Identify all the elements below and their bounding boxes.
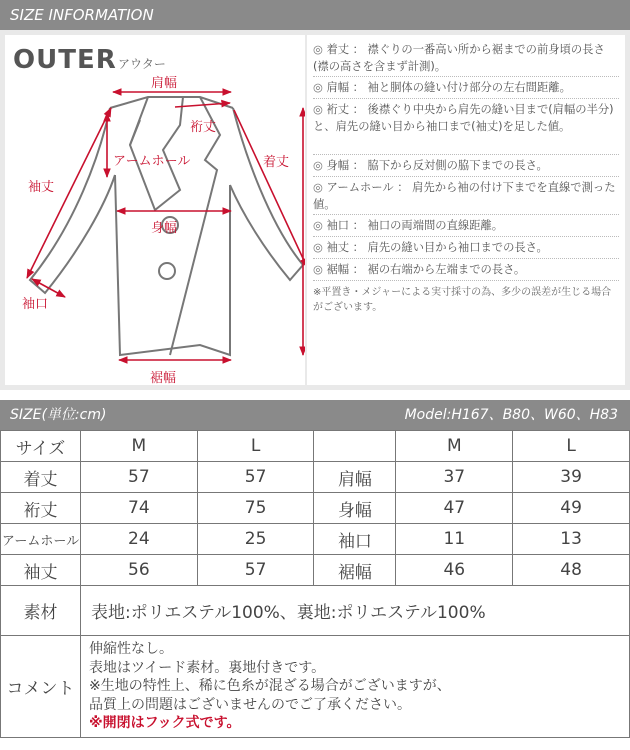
table-cell: 57 [197,555,314,586]
header-cell [314,431,396,462]
table-row [1,524,630,555]
table-cell: 57 [197,462,314,493]
table-cell: 13 [513,524,630,555]
cuff-line [32,279,65,297]
button-bottom [159,263,175,279]
note-hem: ◎ 裾幅 ： 裾の右端から左端までの長さ。 [313,261,619,281]
table-cell: 24 [81,524,198,555]
outer-subtitle: アウター [118,57,166,71]
table-cell: 11 [396,524,513,555]
row-label: 袖口 [314,524,396,555]
comment-row [1,636,630,738]
row-label: 身幅 [314,493,396,524]
table-row [1,555,630,586]
material-row [1,586,630,636]
label-yuki: 裄丈 [190,120,217,135]
outer-title: OUTER [13,45,117,75]
row-label: 袖丈 [1,555,81,586]
comment-line: 表地はツイード素材。裏地付きです。 [89,659,326,676]
note-sleeve: ◎ 袖丈 ： 肩先の縫い目から袖口までの長さ。 [313,239,619,259]
comment-label: コメント [1,636,81,738]
size-unit-label: SIZE(単位:cm) [10,407,107,423]
header-cell: M [81,431,198,462]
fine-print: ※平置き・メジャーによる実寸採寸の為、多少の誤差が生じる場合がございます。 [313,287,612,313]
table-cell: 74 [81,493,198,524]
table-cell: 25 [197,524,314,555]
label-hem: 裾幅 [150,371,177,385]
header-cell: サイズ [1,431,81,462]
header-cell: L [197,431,314,462]
table-cell: 46 [396,555,513,586]
header-cell: M [396,431,513,462]
material-label: 素材 [1,586,81,636]
material-value: 表地:ポリエステル100%、裏地:ポリエステル100% [81,586,630,636]
row-label: 裄丈 [1,493,81,524]
note-length: ◎ 着丈 ： 襟ぐりの一番高い所から裾までの前身頃の長さ(襟の高さを含まず計測)。 [313,41,619,77]
row-label: 裾幅 [314,555,396,586]
coat-diagram-panel [5,35,305,385]
label-shoulder: 肩幅 [151,76,178,91]
model-info: Model:H167、B80、W60、H83 [404,407,618,423]
table-cell: 39 [513,462,630,493]
label-body: 身幅 [151,221,178,236]
comment-line: ※生地の特性上、稀に色糸が混ざる場合がございますが、 [89,678,451,694]
coat-diagram [5,35,305,385]
label-sleeve: 袖丈 [28,180,55,195]
note-yuki: ◎ 裄丈 ： 後襟ぐり中央から肩先の縫い目まで(肩幅の半分)と、肩先の縫い目から袖口まで(袖丈)を足した値。 [313,101,619,155]
table-cell: 56 [81,555,198,586]
row-label: 着丈 [1,462,81,493]
note-cuff: ◎ 袖口 ： 袖口の両端間の直線距離。 [313,217,619,237]
yuki-line-2 [234,110,305,267]
table-cell: 47 [396,493,513,524]
section-title: SIZE INFORMATION [10,6,154,24]
comment-value [81,636,630,738]
note-body: ◎ 身幅 ： 脇下から反対側の脇下までの長さ。 [313,157,619,177]
label-armhole: アームホール [113,154,191,169]
row-label: 肩幅 [314,462,396,493]
size-table [0,430,630,738]
measurement-notes [307,35,625,385]
row-label: アームホール [1,524,81,555]
table-cell: 37 [396,462,513,493]
info-section [0,30,630,390]
label-length: 着丈 [263,155,290,170]
table-cell: 48 [513,555,630,586]
size-information-bar [0,0,630,30]
header-cell: L [513,431,630,462]
table-row [1,462,630,493]
table-cell: 57 [81,462,198,493]
size-bar [0,400,630,430]
comment-line: 品質上の問題はございませんのでご了承ください。 [89,696,411,713]
label-cuff: 袖口 [22,297,49,312]
note-shoulder: ◎ 肩幅 ： 袖と胴体の縫い付け部分の左右間距離。 [313,79,619,99]
comment-line: 伸縮性なし。 [89,641,173,657]
note-armhole: ◎ アームホール ： 肩先から袖の付け下までを直線で測った値。 [313,179,619,215]
table-header-row [1,431,630,462]
table-cell: 49 [513,493,630,524]
table-row [1,493,630,524]
table-cell: 75 [197,493,314,524]
comment-highlight: ※開閉はフック式です。 [89,715,241,731]
